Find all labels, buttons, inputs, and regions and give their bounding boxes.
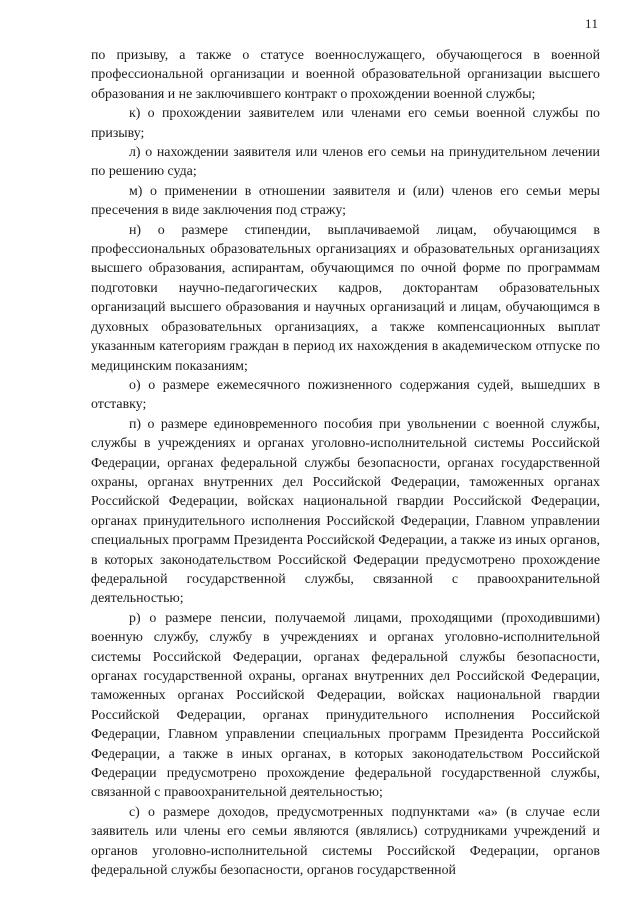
paragraph-l: л) о нахождении заявителя или членов его семьи на принудительном лечении по решению суда; xyxy=(91,145,600,180)
paragraph-r: р) о размере пенсии, получаемой лицами, проходящими (проходившими) военную службу, службу в учреждениях и органах уголовно-исполнительной системы Российской Федерации, органах федеральной службы безопасности, органах государственной охраны, органах внутренних дел Российской Федерации, таможенных органах Российской Федерации, войсках национальной гвардии Российской Федерации, органах принудительного исполнения Российской Федерации, Главном управлении специальных программ Президента Российской Федерации, а также в иных органах, в которых законодательством Российской Федерации предусмотрено прохождение федеральной государственной службы, связанной с правоохранительной деятельностью; xyxy=(91,610,600,801)
paragraph-o: о) о размере ежемесячного пожизненного содержания судей, вышедших в отставку; xyxy=(91,377,600,413)
paragraph-intro: по призыву, а также о статусе военнослужащего, обучающегося в военной профессиональной организации и военной образовательной организации высшего образования и не заключившего контракт о прохождении военной службы; xyxy=(91,48,600,102)
document-body xyxy=(91,46,600,880)
page-number: 11 xyxy=(585,16,599,31)
paragraph-m: м) о применении в отношении заявителя и (или) членов его семьи меры пресечения в виде заключения под стражу; xyxy=(91,183,600,219)
paragraph-s: с) о размере доходов, предусмотренных подпунктами «а» (в случае если заявитель или члены его семьи являются (являлись) сотрудниками учреждений и органов уголовно-исполнительной системы Российской Федерации, органов федеральной службы безопасности, органов государственной xyxy=(91,804,600,879)
paragraph-p: п) о размере единовременного пособия при увольнении с военной службы, службы в учреждениях и органах уголовно-исполнительной системы Российской Федерации, органах федеральной службы безопасности, органах государственной охраны, органах внутренних дел Российской Федерации, таможенных органах Российской Федерации, войсках национальной гвардии Российской Федерации, органах принудительного исполнения Российской Федерации, Главном управлении специальных программ Президента Российской Федерации, а также из иных органов, в которых законодательством Российской Федерации предусмотрено прохождение федеральной государственной службы, связанной с правоохранительной деятельностью; xyxy=(91,416,600,607)
paragraph-n: н) о размере стипендии, выплачиваемой лицам, обучающимся в профессиональных образовательных организациях и образовательных организациях высшего образования, аспирантам, обучающимся по очной форме по программам подготовки научно-педагогических кадров, докторантам образовательных организаций высшего образования и научных организаций и лицам, обучающимся в духовных образовательных организациях, а также компенсационных выплат указанным категориям граждан в период их нахождения в академическом отпуске по медицинским показаниям; xyxy=(91,222,600,374)
paragraph-k: к) о прохождении заявителем или членами его семьи военной службы по призыву; xyxy=(91,106,600,141)
